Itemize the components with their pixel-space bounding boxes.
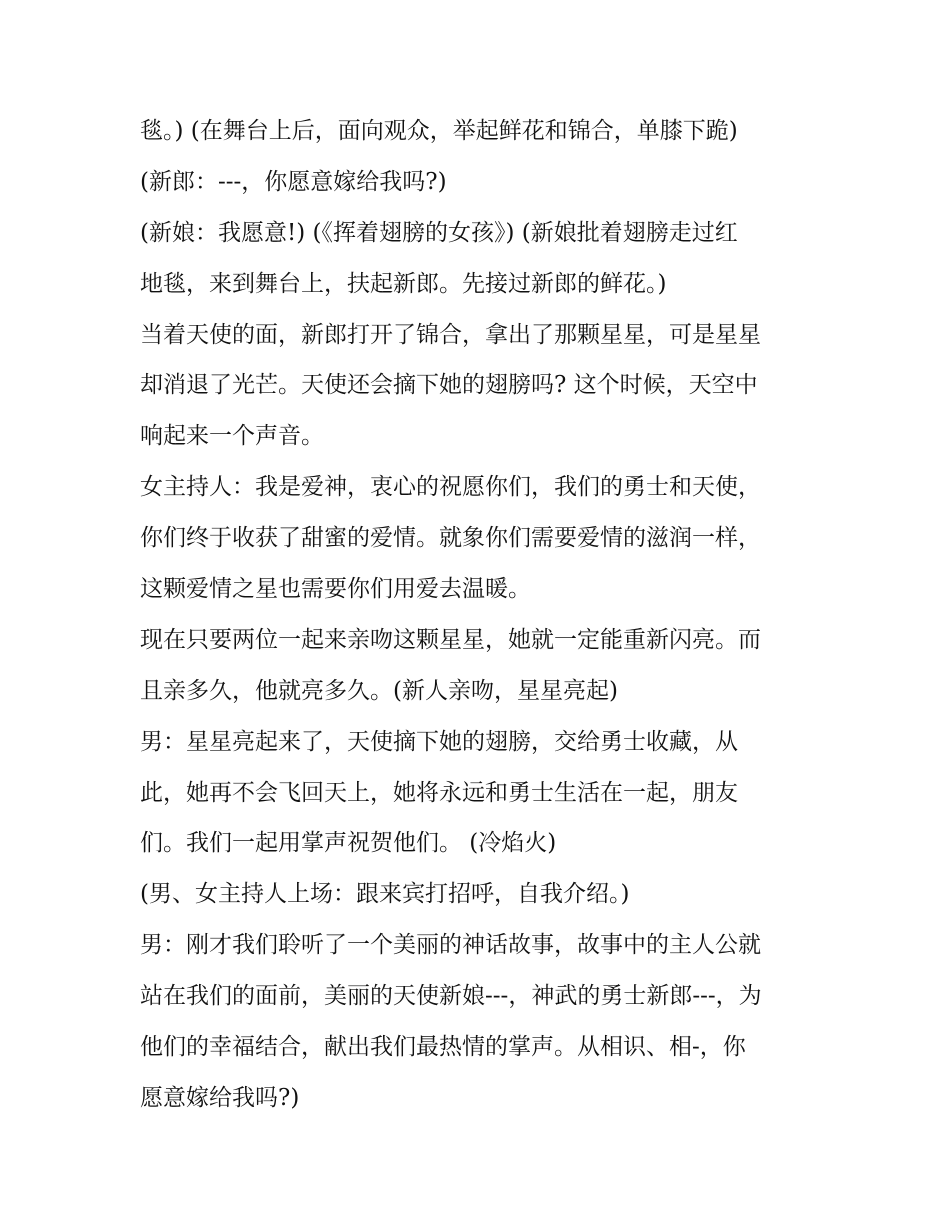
text-line: 毯。) (在舞台上后，面向观众，举起鲜花和锦合，单膝下跪) — [140, 118, 738, 144]
text-line: 站在我们的面前，美丽的天使新娘---，神武的勇士新郎---，为 — [140, 983, 762, 1010]
text-line: 你们终于收获了甜蜜的爱情。就象你们需要爱情的滋润一样， — [140, 525, 761, 552]
text-line: 女主持人：我是爱神，衷心的祝愿你们，我们的勇士和天使， — [140, 474, 761, 501]
text-line: 当着天使的面，新郎打开了锦合，拿出了那颗星星，可是星星 — [140, 321, 761, 348]
document-body — [140, 106, 830, 1124]
text-line: 们。我们一起用掌声祝贺他们。 (冷焰火) — [140, 830, 557, 857]
text-line: 地毯，来到舞台上，扶起新郎。先接过新郎的鲜花。) — [140, 270, 667, 297]
text-line: 且亲多久，他就亮多久。(新人亲吻，星星亮起) — [140, 677, 618, 704]
text-line: 他们的幸福结合，献出我们最热情的掌声。从相识、相-，你 — [140, 1034, 746, 1061]
text-line: 此，她再不会飞回天上，她将永远和勇士生活在一起，朋友 — [140, 779, 738, 806]
text-line: 男：刚才我们聆听了一个美丽的神话故事，故事中的主人公就 — [140, 932, 761, 959]
text-line: 响起来一个声音。 — [140, 423, 324, 450]
text-line: 男：星星亮起来了，天使摘下她的翅膀，交给勇士收藏，从 — [140, 728, 738, 755]
text-line: 愿意嫁给我吗?) — [140, 1084, 300, 1111]
text-line: 现在只要两位一起来亲吻这颗星星，她就一定能重新闪亮。而 — [140, 626, 761, 653]
text-line: 却消退了光芒。天使还会摘下她的翅膀吗? 这个时候，天空中 — [140, 372, 758, 399]
text-line: (新娘：我愿意!) (《挥着翅膀的女孩》) (新娘批着翅膀走过红 — [140, 219, 738, 246]
text-line: 这颗爱情之星也需要你们用爱去温暖。 — [140, 576, 531, 603]
text-line: (新郎：---，你愿意嫁给我吗?) — [140, 168, 447, 195]
text-line: (男、女主持人上场：跟来宾打招呼，自我介绍。) — [140, 881, 630, 908]
